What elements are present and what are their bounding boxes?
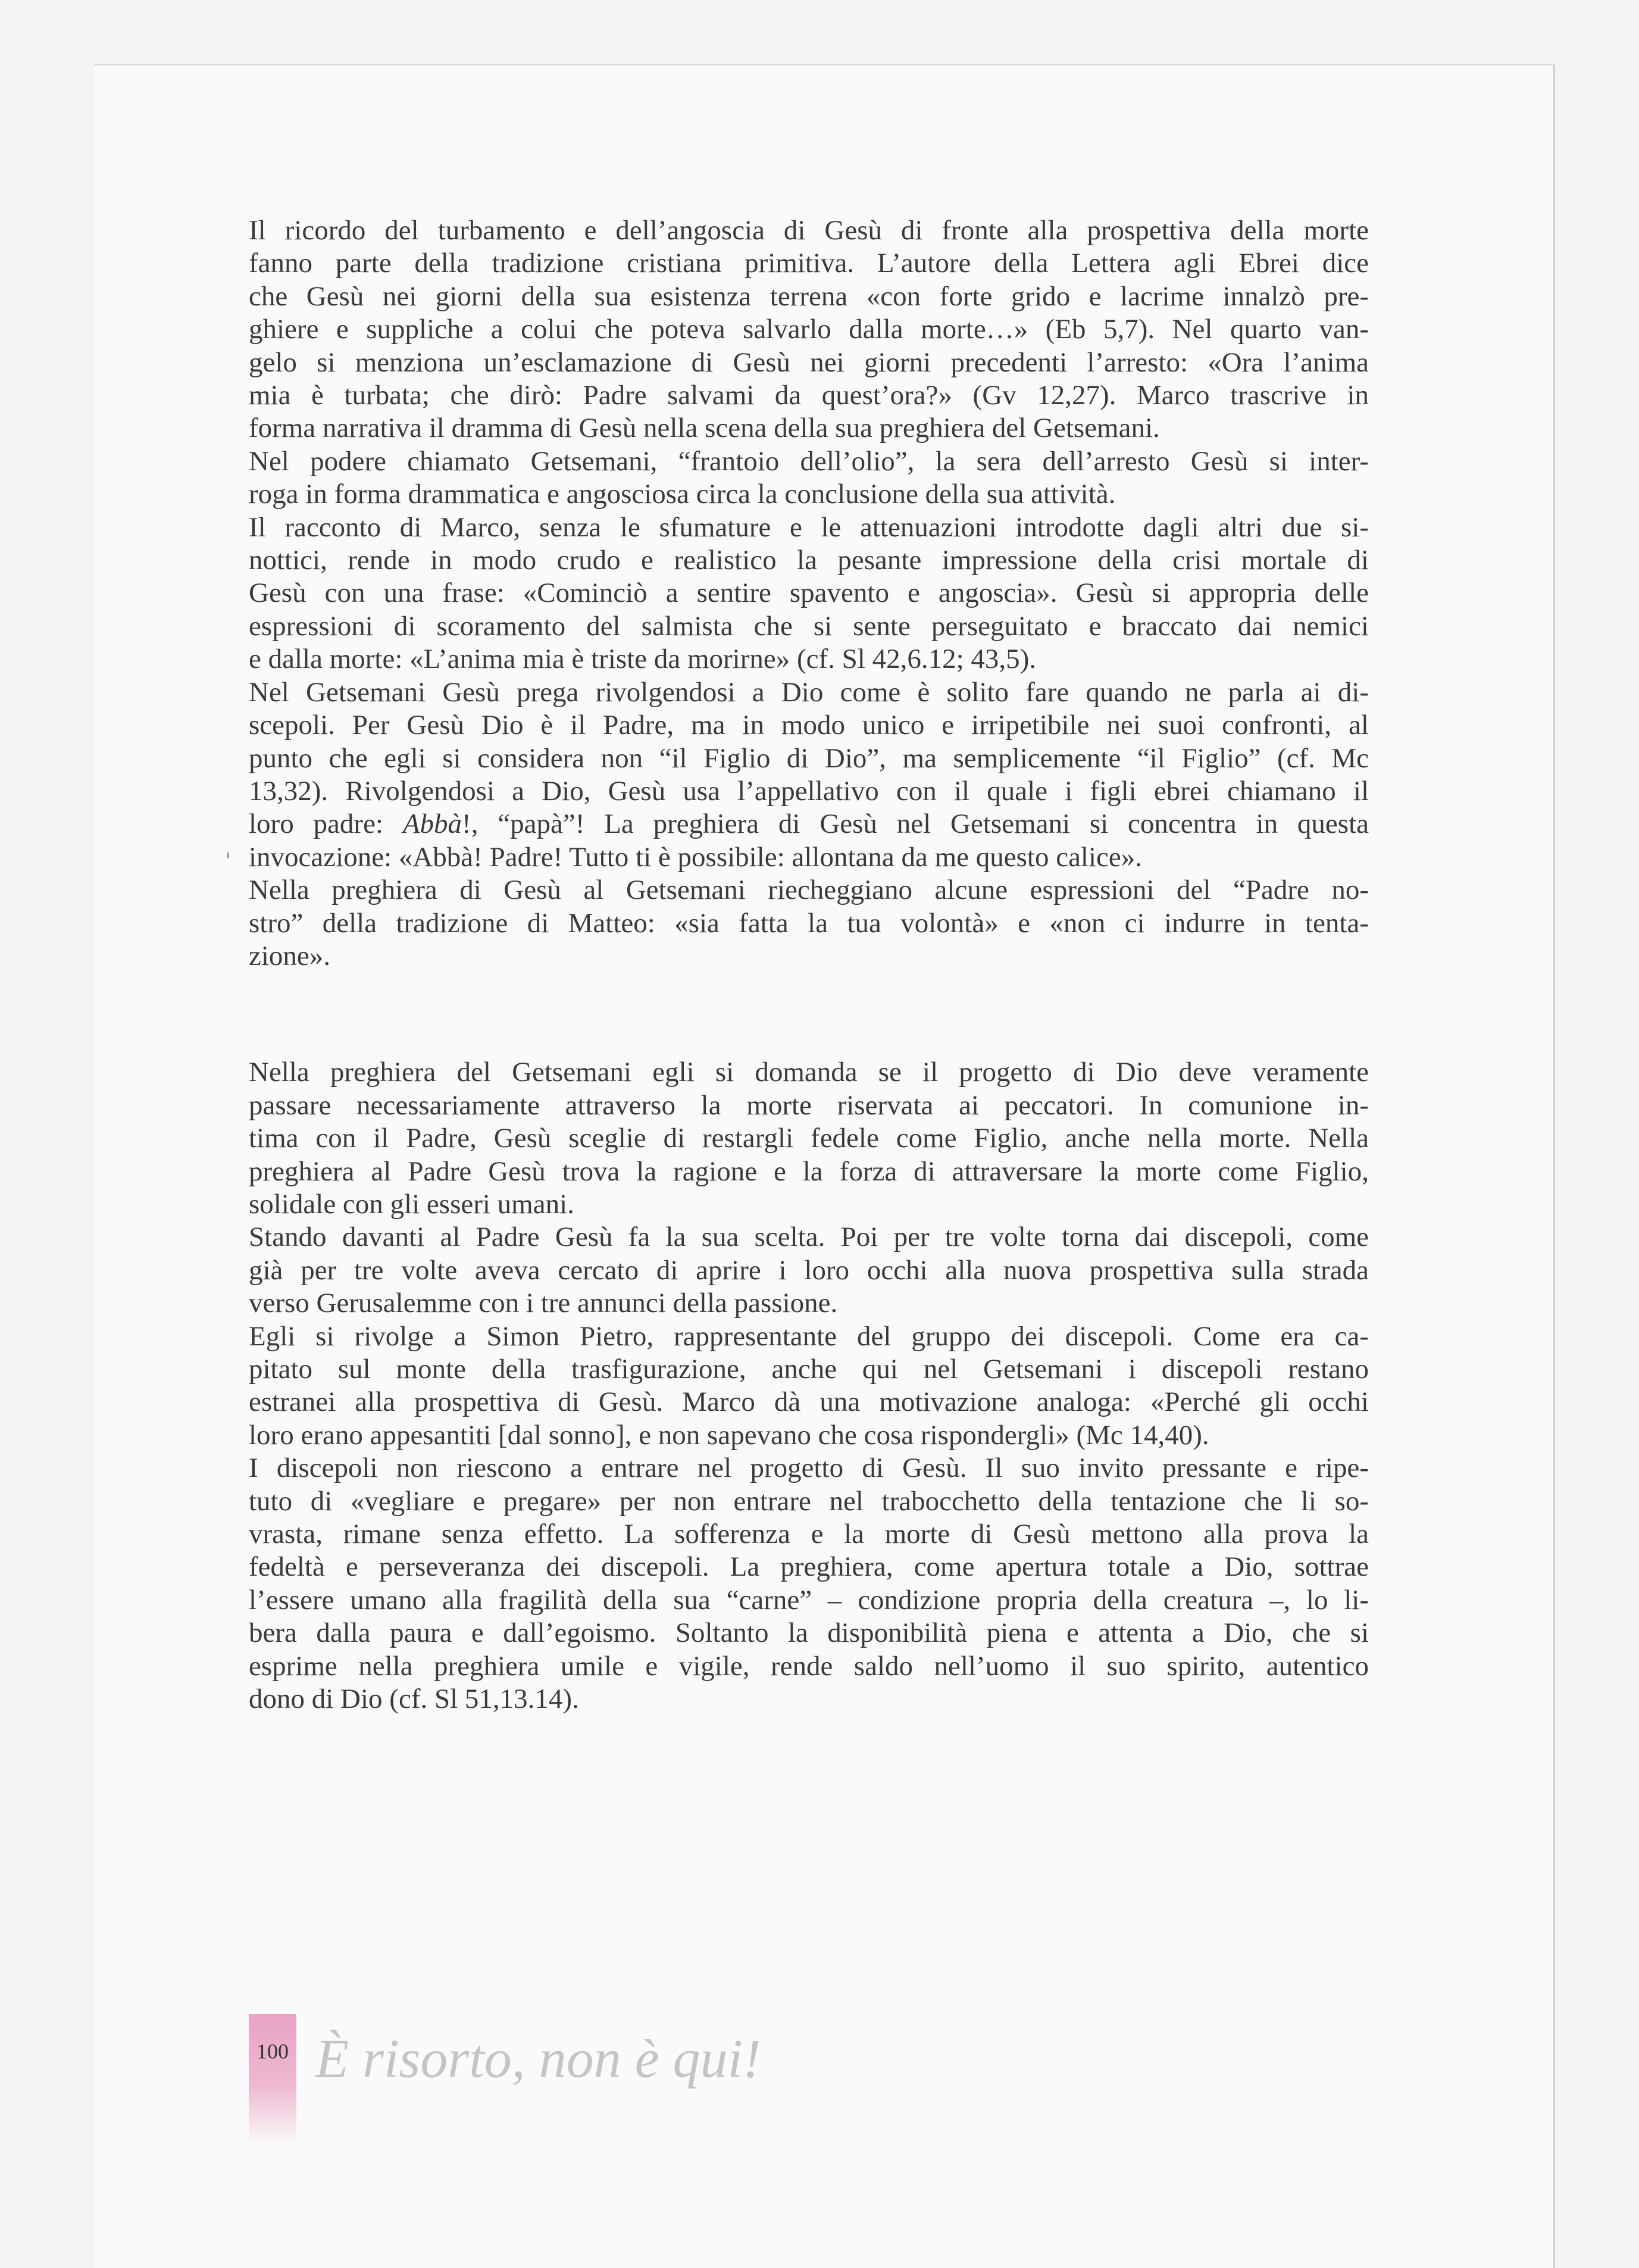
text-line: punto che egli si considera non “il Figlio di Dio”, ma semplicemente “il Figlio” (cf. Mc (249, 742, 1369, 774)
text-line: invocazione: «Abbà! Padre! Tutto ti è possibile: allontana da me questo calice». (249, 841, 1143, 873)
text-line: pitato sul monte della trasfigurazione, anche qui nel Getsemani i discepoli restano (249, 1354, 1369, 1385)
text-line: scepoli. Per Gesù Dio è il Padre, ma in modo unico e irripetibile nei suoi confronti, al (249, 710, 1369, 741)
text-line: Egli si rivolge a Simon Pietro, rappresentante del gruppo dei discepoli. Come era ca- (249, 1320, 1369, 1352)
page-number: 100 (257, 2039, 289, 2063)
paragraph (249, 1320, 1369, 1452)
text-line: solidale con gli esseri umani. (249, 1188, 574, 1220)
text-line: fedeltà e perseveranza dei discepoli. La preghiera, come apertura totale a Dio, sottrae (249, 1551, 1369, 1583)
paragraph (249, 445, 1369, 511)
text-line: nottici, rende in modo crudo e realistico la pesante impressione della crisi mortale di (249, 545, 1369, 576)
text-line: Gesù con una frase: «Cominciò a sentire spavento e angoscia». Gesù si appropria delle (249, 577, 1369, 609)
text-line: loro padre: Abbà!, “papà”! La preghiera di Gesù nel Getsemani si concentra in questa (249, 808, 1369, 840)
text-line: forma narrativa il dramma di Gesù nella scena della sua preghiera del Getsemani. (249, 413, 1160, 444)
text-line: esprime nella preghiera umile e vigile, rende saldo nell’uomo il suo spirito, autentico (249, 1650, 1369, 1682)
text-line: ghiere e suppliche a colui che poteva salvarlo dalla morte…» (Eb 5,7). Nel quarto van- (249, 314, 1369, 345)
paragraph (249, 1056, 1369, 1221)
text-line: loro erano appesantiti [dal sonno], e non sapevano che cosa rispondergli» (Mc 14,40). (249, 1419, 1209, 1451)
text-line: Il racconto di Marco, senza le sfumature e le attenuazioni introdotte dagli altri due si- (249, 511, 1369, 543)
text-line: Nel Getsemani Gesù prega rivolgendosi a Dio come è solito fare quando ne parla ai di- (249, 676, 1369, 708)
text-line: bera dalla paura e dall’egoismo. Soltanto la disponibilità piena e attenta a Dio, che si (249, 1617, 1369, 1649)
text-line: già per tre volte aveva cercato di aprire i loro occhi alla nuova prospettiva sulla strada (249, 1254, 1369, 1286)
text-line: Il ricordo del turbamento e dell’angoscia di Gesù di fronte alla prospettiva della morte (249, 215, 1369, 246)
paragraph (249, 511, 1369, 676)
text-line: gelo si menziona un’esclamazione di Gesù nei giorni precedenti l’arresto: «Ora l’anima (249, 346, 1369, 378)
text-line: estranei alla prospettiva di Gesù. Marco dà una motivazione analoga: «Perché gli occhi (249, 1386, 1369, 1418)
text-line: fanno parte della tradizione cristiana primitiva. L’autore della Lettera agli Ebrei dice (249, 248, 1369, 279)
text-line: tuto di «vegliare e pregare» per non entrare nel trabocchetto della tentazione che li so- (249, 1485, 1369, 1517)
paragraph (249, 1221, 1369, 1320)
text-line: Stando davanti al Padre Gesù fa la sua scelta. Poi per tre volte torna dai discepoli, come (249, 1222, 1369, 1253)
running-title: È risorto, non è qui! (315, 2028, 761, 2089)
text-line: dono di Dio (cf. Sl 51,13.14). (249, 1683, 579, 1715)
text-line: tima con il Padre, Gesù sceglie di restargli fedele come Figlio, anche nella morte. Nella (249, 1123, 1369, 1154)
text-line: I discepoli non riescono a entrare nel progetto di Gesù. Il suo invito pressante e ripe- (249, 1452, 1369, 1484)
text-line: roga in forma drammatica e angosciosa circa la conclusione della sua attività. (249, 479, 1116, 510)
text-line: espressioni di scoramento del salmista che si sente perseguitato e braccato dai nemici (249, 610, 1369, 642)
body-text (249, 214, 1369, 1716)
text-line: passare necessariamente attraverso la morte riservata ai peccatori. In comunione in- (249, 1089, 1369, 1121)
paragraph-gap (249, 973, 1369, 1056)
text-line: che Gesù nei giorni della sua esistenza terrena «con forte grido e lacrime innalzò pre- (249, 280, 1369, 312)
page-number-tab (249, 2014, 296, 2145)
text-line: stro” della tradizione di Matteo: «sia fatta la tua volontà» e «non ci indurre in tenta- (249, 907, 1369, 939)
scan-mark (227, 852, 229, 858)
text-line: Nella preghiera di Gesù al Getsemani riecheggiano alcune espressioni del “Padre no- (249, 874, 1369, 906)
text-line: vrasta, rimane senza effetto. La sofferenza e la morte di Gesù mettono alla prova la (249, 1519, 1369, 1550)
text-line: Nella preghiera del Getsemani egli si domanda se il progetto di Dio deve veramente (249, 1057, 1369, 1088)
text-line: zione». (249, 940, 331, 971)
paragraph (249, 676, 1369, 874)
paragraph (249, 874, 1369, 973)
paragraph (249, 214, 1369, 445)
text-line: verso Gerusalemme con i tre annunci della passione. (249, 1288, 838, 1319)
paragraph (249, 1452, 1369, 1716)
text-line: l’essere umano alla fragilità della sua “carne” – condizione propria della creatura –, lo li- (249, 1584, 1369, 1616)
text-line: e dalla morte: «L’anima mia è triste da morirne» (cf. Sl 42,6.12; 43,5). (249, 643, 1037, 675)
text-line: mia è turbata; che dirò: Padre salvami da quest’ora?» (Gv 12,27). Marco trascrive in (249, 380, 1369, 411)
text-line: Nel podere chiamato Getsemani, “frantoio dell’olio”, la sera dell’arresto Gesù si inter- (249, 445, 1369, 477)
text-line: 13,32). Rivolgendosi a Dio, Gesù usa l’appellativo con il quale i figli ebrei chiamano il (249, 775, 1369, 807)
text-line: preghiera al Padre Gesù trova la ragione e la forza di attraversare la morte come Figlio, (249, 1155, 1369, 1187)
